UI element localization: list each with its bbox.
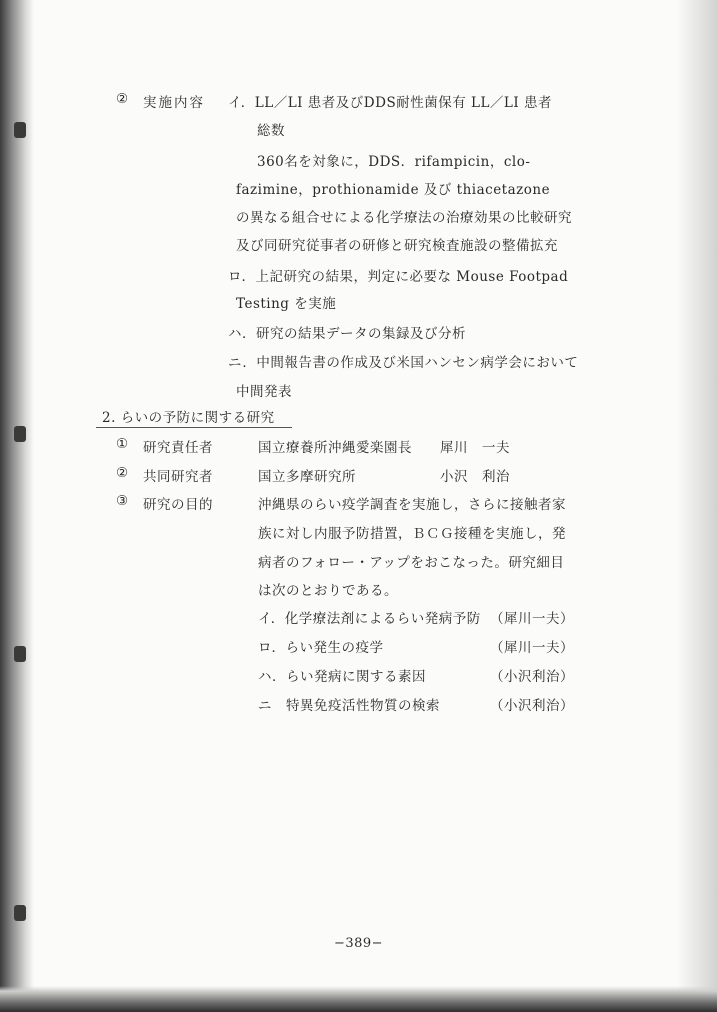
item-label: 研究責任者 <box>143 440 213 456</box>
page-edge-shadow <box>0 0 34 1012</box>
subitem: ロ．らい発生の疫学 <box>258 640 384 656</box>
text-line: ハ．研究の結果データの集録及び分析 <box>228 326 466 342</box>
heading-underline <box>96 427 292 428</box>
page-bottom-shadow <box>0 986 717 1012</box>
organization: 国立療養所沖縄愛楽園長 <box>258 440 412 456</box>
subitem-researcher: （犀川一夫） <box>490 611 574 627</box>
binding-hole <box>14 426 26 442</box>
item-label: 実施内容 <box>143 95 205 111</box>
text-line: fazimine，prothionamide 及び thiacetazone <box>236 182 551 198</box>
text-line: 中間発表 <box>236 384 292 400</box>
item-number: ③ <box>116 493 129 509</box>
organization: 国立多摩研究所 <box>258 469 356 485</box>
text-line: は次のとおりである。 <box>258 583 398 599</box>
person-name: 小沢 利治 <box>440 469 510 485</box>
text-line: 360名を対象に，DDS．rifampicin，clo- <box>257 154 531 170</box>
text-line: ロ．上記研究の結果，判定に必要な Mouse Footpad <box>228 269 569 285</box>
subitem: イ．化学療法剤によるらい発病予防 <box>258 611 481 627</box>
subitem: ニ 特異免疫活性物質の検索 <box>258 698 440 714</box>
binding-hole <box>14 905 26 921</box>
item-label: 共同研究者 <box>143 469 213 485</box>
text-line: 族に対し内服予防措置，ＢＣＧ接種を実施し，発 <box>258 526 566 542</box>
item-label: 研究の目的 <box>143 497 213 513</box>
person-name: 犀川 一夫 <box>440 440 510 456</box>
item-number: ① <box>116 436 129 452</box>
text-line: 総数 <box>257 123 285 139</box>
text-line: 及び同研究従事者の研修と研究検査施設の整備拡充 <box>236 238 558 254</box>
binding-hole <box>14 646 26 662</box>
text-line: Testing を実施 <box>236 296 337 312</box>
text-line: の異なる組合せによる化学療法の治療効果の比較研究 <box>236 210 572 226</box>
subitem-researcher: （小沢利治） <box>490 669 574 685</box>
binding-hole <box>14 122 26 138</box>
subitem-researcher: （小沢利治） <box>490 698 574 714</box>
text-line: 病者のフォロー・アップをおこなった。研究細目 <box>258 555 565 571</box>
item-number: ② <box>116 465 129 481</box>
text-line: 沖縄県のらい疫学調査を実施し，さらに接触者家 <box>258 497 566 513</box>
page-number: −389− <box>333 936 384 951</box>
item-number: ② <box>116 91 129 107</box>
subitem: ハ．らい発病に関する素因 <box>258 669 426 685</box>
text-line: ニ．中間報告書の作成及び米国ハンセン病学会において <box>228 355 579 371</box>
page-edge-shade <box>677 0 717 1012</box>
section-heading: 2. らいの予防に関する研究 <box>102 410 275 426</box>
text-line: イ．LL／LI 患者及びDDS耐性菌保有 LL／LI 患者 <box>228 95 553 111</box>
subitem-researcher: （犀川一夫） <box>490 640 574 656</box>
